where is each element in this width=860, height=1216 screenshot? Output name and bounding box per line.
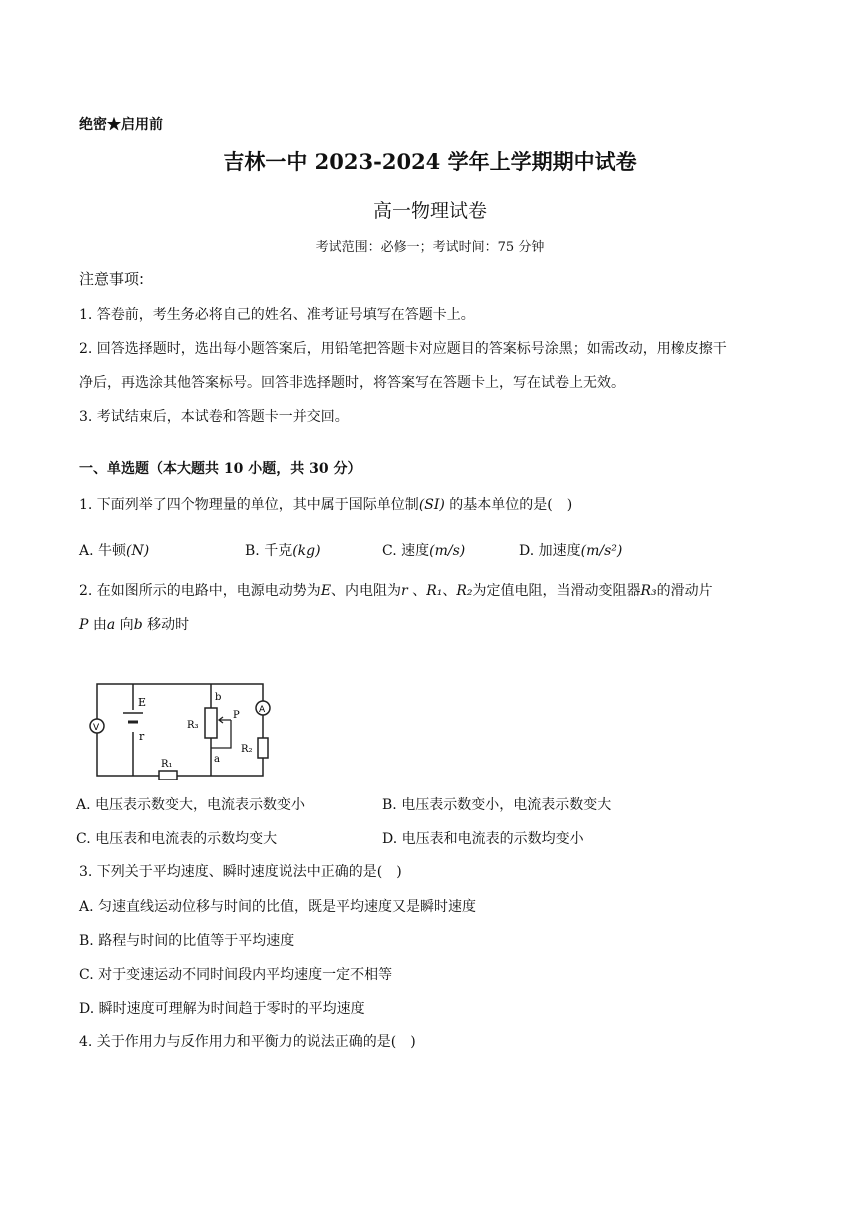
q2-math-E: E (320, 583, 332, 599)
rheostat-R3 (205, 708, 217, 738)
q1-option-a-label: A. 牛顿 (79, 543, 127, 559)
resistor-R2 (258, 738, 268, 758)
q1-option-d-label: D. 加速度 (519, 543, 581, 559)
label-R1: R₁ (161, 759, 173, 770)
q3-option-b: B. 路程与时间的比值等于平均速度 (79, 933, 295, 949)
q1-option-c (382, 540, 465, 560)
notice-item-2-cont: 净后，再选涂其他答案标号。回答非选择题时，将答案写在答题卡上，写在试卷上无效。 (79, 375, 625, 391)
q3-stem: 3. 下列关于平均速度、瞬时速度说法中正确的是( ) (79, 864, 402, 880)
q1-stem-text-b: 的基本单位的是( ) (444, 497, 573, 513)
section-title: 一、单选题（本大题共 10 小题，共 30 分） (79, 461, 362, 477)
label-a: a (214, 754, 220, 765)
q2-math-R1: R₁ (426, 583, 443, 599)
notice-item-3: 3. 考试结束后，本试卷和答题卡一并交回。 (79, 409, 349, 425)
exam-info: 考试范围：必修一；考试时间：75 分钟 (315, 240, 545, 255)
q2-text: 向 (115, 617, 134, 633)
q1-option-c-label: C. 速度 (382, 543, 430, 559)
q1-option-c-math: (m/s) (429, 543, 466, 559)
q1-option-d (519, 540, 622, 560)
q2-text: 由 (88, 617, 107, 633)
q2-option-b: B. 电压表示数变小，电流表示数变大 (382, 797, 612, 813)
q1-option-b-label: B. 千克 (245, 543, 293, 559)
q2-math-R2: R₂ (456, 583, 473, 599)
circuit-diagram (89, 676, 271, 780)
q1-stem-math: (SI) (418, 497, 445, 513)
exam-subtitle: 高一物理试卷 (372, 200, 487, 222)
q2-math-R3: R₃ (640, 583, 657, 599)
notice-item-2: 2. 回答选择题时，选出每小题答案后，用铅笔把答题卡对应题目的答案标号涂黑；如需改动，用橡皮擦干 (79, 341, 727, 357)
q2-text: 、 (442, 583, 457, 599)
q1-option-d-math: (m/s²) (580, 543, 623, 559)
q2-option-c: C. 电压表和电流表的示数均变大 (76, 831, 278, 847)
q1-option-b-math: (kg) (292, 543, 321, 559)
q2-text: 2. 在如图所示的电路中，电源电动势为 (79, 583, 321, 599)
q2-math-b: b (133, 617, 143, 633)
circuit-wire-frame (97, 684, 263, 776)
label-P: P (233, 710, 240, 721)
q2-math-a: a (106, 617, 116, 633)
q1-option-b (245, 540, 321, 560)
confidential-mark: 绝密★启用前 (79, 117, 163, 133)
q2-text: 的滑动片 (656, 583, 713, 599)
notice-title: 注意事项: (79, 270, 145, 288)
q1-stem (79, 494, 572, 514)
label-R3: R₃ (187, 720, 199, 731)
q1-stem-text-a: 1. 下面列举了四个物理量的单位，其中属于国际单位制 (79, 497, 419, 513)
label-b: b (215, 692, 222, 703)
q2-stem-line1 (79, 580, 713, 600)
q2-option-d: D. 电压表和电流表的示数均变小 (382, 831, 584, 847)
q1-option-a-math: (N) (126, 543, 150, 559)
q1-option-a (79, 540, 149, 560)
q2-math-r: r (401, 583, 408, 599)
q3-option-c: C. 对于变速运动不同时间段内平均速度一定不相等 (79, 967, 393, 983)
q2-text: 、内电阻为 (331, 583, 402, 599)
q2-option-a: A. 电压表示数变大，电流表示数变小 (76, 797, 306, 813)
q2-text: 为定值电阻，当滑动变阻器 (472, 583, 641, 599)
q2-stem-line2 (79, 614, 189, 634)
label-r: r (139, 730, 145, 743)
q2-math-P: P (79, 617, 89, 633)
resistor-R1 (159, 771, 177, 780)
notice-item-1: 1. 答卷前，考生务必将自己的姓名、准考证号填写在答题卡上。 (79, 307, 475, 323)
q3-option-d: D. 瞬时速度可理解为时间趋于零时的平均速度 (79, 1001, 365, 1017)
q2-text: 移动时 (142, 617, 190, 633)
q4-stem: 4. 关于作用力与反作用力和平衡力的说法正确的是( ) (79, 1034, 416, 1050)
label-A: A (259, 705, 266, 715)
q3-option-a: A. 匀速直线运动位移与时间的比值，既是平均速度又是瞬时速度 (79, 899, 477, 915)
label-V: V (93, 723, 100, 733)
exam-title: 吉林一中 2023-2024 学年上学期期中试卷 (223, 149, 637, 174)
label-R2: R₂ (241, 744, 253, 755)
q2-text: 、 (407, 583, 427, 599)
label-E: E (138, 696, 147, 709)
